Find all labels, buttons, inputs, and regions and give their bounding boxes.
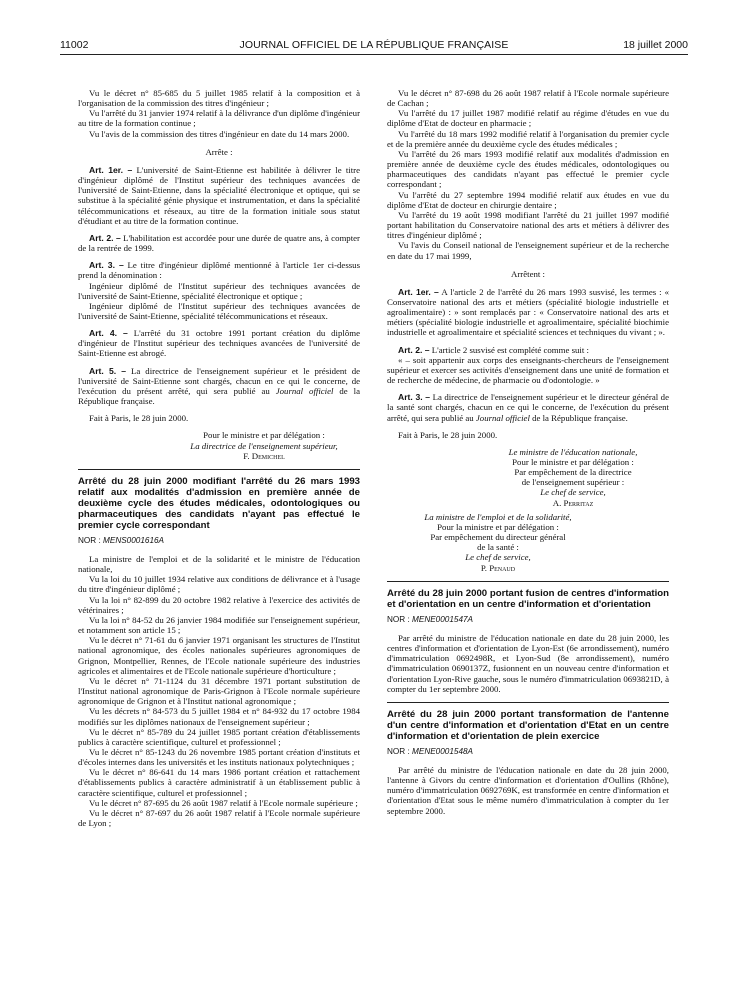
visa-paragraph: Vu le décret n° 87-697 du 26 août 1987 relatif à l'Ecole normale supérieure de Lyon ; [78, 807, 360, 829]
nor-reference: NOR : MENS0001616A [78, 535, 165, 545]
visa-paragraph: Vu l'arrêté du 31 janvier 1974 relatif à la délivrance d'un diplôme d'ingénieur au titre de la formation continue ; [78, 108, 360, 129]
fait-a-paris: Fait à Paris, le 28 juin 2000. [89, 413, 189, 424]
article-4: Art. 4. – L'arrêté du 31 octobre 1991 portant création du diplôme d'ingénieur de l'Institut supérieur des techniques avancées de l'université de Saint-Etienne est abrogé. [78, 328, 360, 359]
arretent-heading: Arrêtent : [511, 268, 545, 279]
decree-title: Arrêté du 28 juin 2000 modifiant l'arrêté du 26 mars 1993 relatif aux modalités d'admission en première année de deuxième cycle des études médicales, odontologiques ou pharmaceutiques des candidats n'ayant pas effectué le premier cycle correspondant [78, 475, 360, 531]
visa-paragraph: Vu l'arrêté du 17 juillet 1987 modifié relatif au régime d'études en vue du diplôme d'Etat de docteur en pharmacie ; [387, 108, 669, 129]
issue-date: 18 juillet 2000 [623, 39, 688, 51]
article-1: Art. 1er. – A l'article 2 de l'arrêté du 26 mars 1993 susvisé, les termes : « Conservatoire national des arts et métiers (spécialité biologie industrielle et agroalimentaire) : » sont remplacés par : « Conservatoire national des arts et métiers (spécialité biologie industrielle et agroalimentaire, spécialité biochimie industrielle et agroalimentaire et spécialité sciences et techniques du vivant ; ». [387, 286, 670, 338]
visa-paragraph: Vu l'avis de la commission des titres d'ingénieur en date du 14 mars 2000. [89, 128, 350, 139]
article-1: Art. 1er. – L'université de Saint-Etienne est habilitée à délivrer le titre d'ingénieur diplômé de l'Institut supérieur des techniques avancées de l'université de Saint-Etienne, dans la spécialité électronique et optique, qui se substitue à la spécialité génie physique et instrumentation, et dans la spécialité télécommunications et réseaux, au titre de la formation initiale sous statut d'étudiant et au titre de la formation continue. [78, 164, 360, 226]
preamble-paragraph: La ministre de l'emploi et de la solidarité et le ministre de l'éducation nationale, [78, 554, 360, 575]
article-3: Art. 3. – Le titre d'ingénieur diplômé mentionné à l'article 1er ci-dessus prend la dénomination : [78, 260, 361, 281]
article-label: Art. 1er. – [398, 286, 439, 297]
section-divider [387, 581, 669, 582]
denomination-line: Ingénieur diplômé de l'Institut supérieur des techniques avancées de l'université de Saint-Etienne, spécialité électronique et optique ; [78, 280, 360, 301]
decree-body: Par arrêté du ministre de l'éducation nationale en date du 28 juin 2000, les centres d'information et d'orientation de Lyon-Est (6e arrondissement), numéro d'immatriculation 0692498R, et Lyon-Sud (8e arrondissement), numéro d'immatriculation 0690137Z, fusionnent en un nouveau centre d'information et d'orientation Lyon-Rive gauche, sous le numéro d'immatriculation 0693821D, à compter du 1er septembre 2000. [387, 632, 669, 694]
article-label: Art. 5. – [89, 365, 127, 376]
journal-title: JOURNAL OFFICIEL DE LA RÉPUBLIQUE FRANÇAISE [239, 39, 509, 51]
visa-paragraph: Vu le décret n° 85-1243 du 26 novembre 1985 portant création d'instituts et d'écoles internes dans les universités et les instituts nationaux polytechniques ; [78, 746, 360, 768]
visa-paragraph: Vu le décret n° 71-1124 du 31 décembre 1971 portant substitution de l'Institut national agronomique de Paris-Grignon à l'Ecole normale supérieure agronomique de Grignon et à l'Institut national agronomique ; [78, 675, 360, 707]
section-divider [387, 702, 669, 703]
arrete-heading: Arrête : [205, 146, 233, 157]
nor-reference: NOR : MENE0001548A [387, 746, 474, 756]
visa-paragraph: Vu la loi n° 84-52 du 26 janvier 1984 modifiée sur l'enseignement supérieur, et notamment son article 15 ; [78, 614, 360, 636]
visa-paragraph: Vu le décret n° 86-641 du 14 mars 1986 portant création et rattachement d'établissements publics à caractère administratif à un établissement public à caractère scientifique, culturel et professionnel ; [78, 767, 360, 798]
visa-paragraph: Vu la loi du 10 juillet 1934 relative aux conditions de délivrance et à l'usage du titre d'ingénieur diplômé ; [78, 574, 360, 595]
visa-paragraph: Vu le décret n° 87-698 du 26 août 1987 relatif à l'Ecole normale supérieure de Cachan ; [387, 88, 669, 109]
decree-body: Par arrêté du ministre de l'éducation nationale en date du 28 juin 2000, l'antenne à Givors du centre d'information et d'orientation d'Oullins (Rhône), numéro d'immatriculation 0692769K, est transformée en centre d'information et d'orientation d'Etat sous le même numéro d'immatriculation à compter du 1er septembre 2000. [387, 764, 669, 816]
article-2: Art. 2. – L'habilitation est accordée pour une durée de quatre ans, à compter de la rentrée de 1999. [78, 232, 360, 254]
page-number: 11002 [60, 39, 89, 51]
visa-paragraph: Vu le décret n° 85-685 du 5 juillet 1985 relatif à la composition et à l'organisation de la commission des titres d'ingénieur ; [78, 88, 360, 109]
visa-paragraph: Vu le décret n° 87-695 du 26 août 1987 relatif à l'Ecole normale supérieure ; [89, 797, 358, 808]
visa-paragraph: Vu le décret n° 85-789 du 24 juillet 1985 portant création d'établissements publics à caractère scientifique, culturel et professionnel ; [78, 726, 360, 747]
signatory-name: P. Penaud [480, 562, 516, 573]
nor-reference: NOR : MENE0001547A [387, 614, 474, 624]
article-label: Art. 3. – [89, 260, 124, 271]
visa-paragraph: Vu l'arrêté du 27 septembre 1994 modifié relatif aux études en vue du diplôme d'Etat de docteur en chirurgie dentaire ; [387, 189, 669, 210]
article-label: Art. 3. – [398, 392, 431, 403]
visa-paragraph: Vu l'arrêté du 26 mars 1993 modifié relatif aux modalités d'admission en première année de deuxième cycle des études médicales, odontologiques ou pharmaceutiques des candidats n'ayant pas effectué le premier cycle correspondant ; [387, 148, 669, 190]
article-label: Art. 2. – [89, 232, 121, 243]
left-column [78, 88, 360, 828]
signature-block-education: Le ministre de l'éducation nationale, Pour le ministre et par délégation : Par empêchement de la directrice de l'enseignement supérieur : Le chef de service, A. Perritaz [387, 447, 669, 508]
section-divider [78, 469, 360, 470]
signature-block: Pour le ministre et par délégation : La directrice de l'enseignement supérieur, F. Demichel [78, 430, 360, 460]
visa-paragraph: Vu le décret n° 71-61 du 6 janvier 1971 organisant les structures de l'Institut national agronomique, des écoles nationales supérieures agronomiques de Grignon, Montpellier, Rennes, de l'Ecole nationale supérieure des industries agricoles et alimentaires et de l'Ecole nationale supérieure d'horticulture ; [78, 635, 360, 676]
visa-paragraph: Vu la loi n° 82-899 du 20 octobre 1982 relative à l'exercice des activités de vétérinaires ; [78, 594, 360, 615]
visa-paragraph: Vu les décrets n° 84-573 du 5 juillet 1984 et n° 84-932 du 17 octobre 1984 modifiés sur les diplômes nationaux de l'enseignement supérieur ; [78, 706, 360, 727]
decree-title: Arrêté du 28 juin 2000 portant transformation de l'antenne d'un centre d'information et d'orientation d'Etat en un centre d'information et d'orientation de plein exercice [387, 708, 669, 742]
article-label: Art. 4. – [89, 328, 128, 339]
article-label: Art. 2. – [398, 344, 430, 355]
article-2-quote: « – soit appartenir aux corps des enseignants-chercheurs de l'enseignement supérieur et exercer ses activités d'enseignement dans une unité de formation et de recherche de médecine, de pharmacie ou d'odontologie. » [387, 354, 669, 386]
article-3: Art. 3. – La directrice de l'enseignement supérieur et le directeur général de la santé sont chargés, chacun en ce qui le concerne, de l'exécution du présent arrêté, qui sera publié au Journal officiel de la République française. [387, 392, 669, 423]
visa-paragraph: Vu l'arrêté du 19 août 1998 modifiant l'arrêté du 21 juillet 1997 modifié portant habilitation du Conservatoire national des arts et métiers à délivrer des titres d'ingénieur diplômé ; [387, 209, 669, 241]
article-label: Art. 1er. – [89, 164, 133, 175]
signatory-name: A. Perritaz [552, 497, 594, 508]
right-column [387, 88, 669, 816]
signature-block-emploi: La ministre de l'emploi et de la solidarité, Pour la ministre et par délégation : Par empêchement du directeur général de la santé : Le chef de service, P. Penaud [387, 512, 669, 573]
visa-paragraph: Vu l'arrêté du 18 mars 1992 modifié relatif à l'organisation du premier cycle et de la première année du deuxième cycle des études médicales ; [387, 128, 669, 149]
visa-paragraph: Vu l'avis du Conseil national de l'enseignement supérieur et de la recherche en date du 17 mai 1999, [387, 240, 669, 261]
denomination-line: Ingénieur diplômé de l'Institut supérieur des techniques avancées de l'université de Saint-Etienne, spécialité télécommunications et réseaux. [78, 300, 360, 321]
header-rule [60, 54, 688, 55]
decree-title: Arrêté du 28 juin 2000 portant fusion de centres d'information et d'orientation en un centre d'information et d'orientation [387, 587, 669, 610]
fait-a-paris: Fait à Paris, le 28 juin 2000. [398, 429, 498, 440]
signatory-name: F. Demichel [243, 450, 285, 461]
article-2: Art. 2. – L'article 2 susvisé est complété comme suit : [398, 344, 589, 355]
article-5: Art. 5. – La directrice de l'enseignement supérieur et le président de l'université de Saint-Etienne sont chargés, chacun en ce qui le concerne, de l'exécution du présent arrêté, qui sera publié au Journal officiel de la République française. [78, 365, 360, 407]
